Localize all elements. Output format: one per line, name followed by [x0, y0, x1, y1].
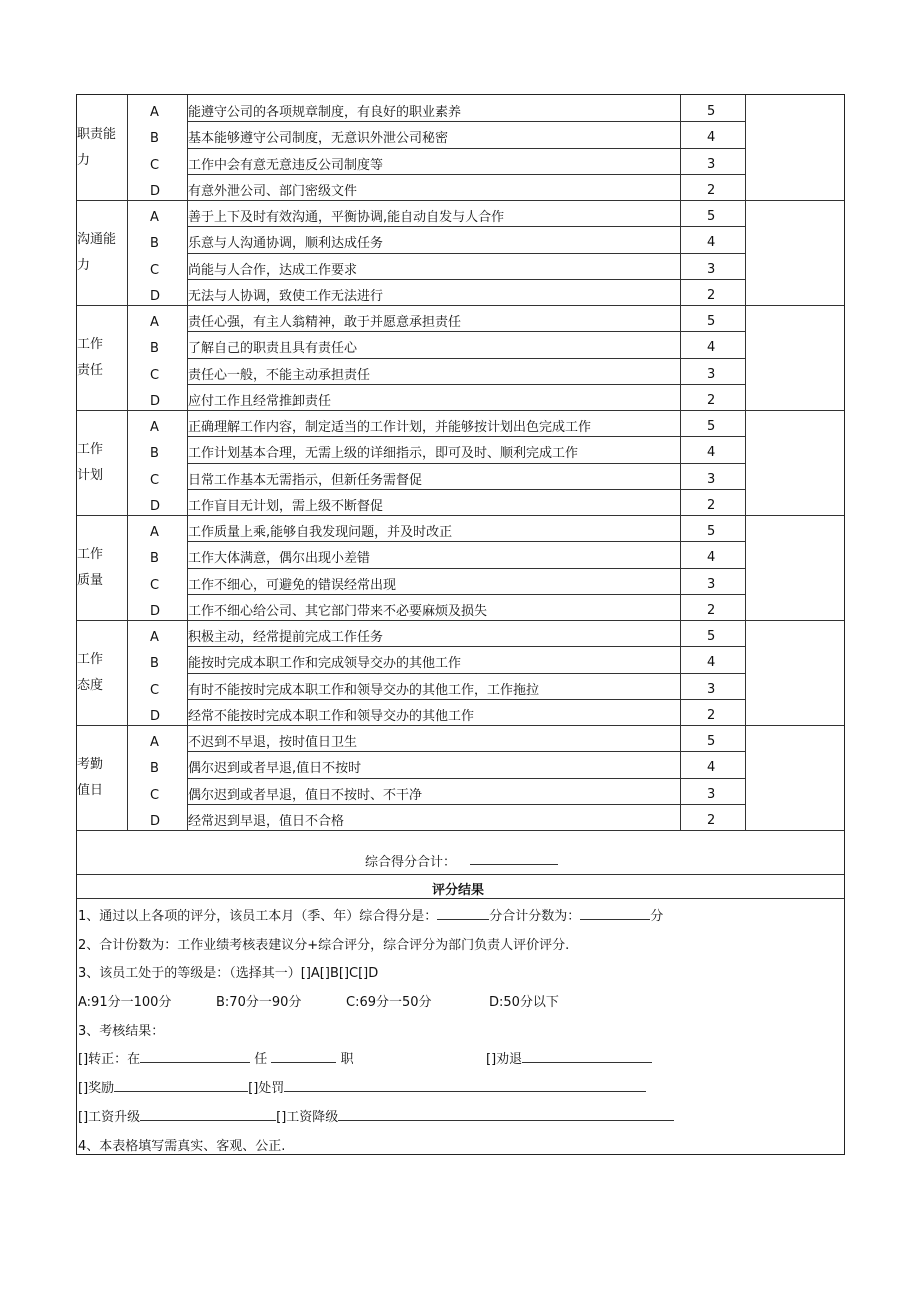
category-label: 职责能 力 [77, 127, 117, 168]
score-value: 5 [707, 209, 716, 224]
category-label: 沟通能 力 [77, 232, 117, 273]
category-label: 工作 质量 [77, 547, 104, 588]
grade-letter: B [150, 236, 159, 252]
grade-letter: D [150, 393, 161, 409]
criterion-description: 正确理解工作内容，制定适当的工作计划，并能够按计划出色完成工作 [188, 420, 592, 435]
criterion-description: 工作计划基本合理，无需上级的详细指示，即可及时、顺利完成工作 [188, 446, 579, 462]
score-value: 3 [707, 786, 716, 802]
criterion-description: 善于上下及时有效沟通，平衡协调,能自动自发与人合作 [188, 210, 505, 225]
score-value: 4 [707, 130, 716, 146]
grade-letter: D [150, 813, 161, 829]
score-value: 2 [707, 602, 716, 618]
criterion-description: 无法与人协调，致使工作无法进行 [188, 288, 384, 304]
criterion-description: 基本能够遵守公司制度，无意识外泄公司秘密 [188, 131, 449, 147]
grade-letter: D [150, 498, 161, 514]
criterion-description: 经常迟到早退，值日不合格 [188, 813, 345, 829]
category-label: 工作 计划 [77, 442, 104, 483]
criterion-description: 工作质量上乘,能够自我发现问题，并及时改正 [188, 525, 453, 540]
grade-letter: B [150, 446, 159, 462]
score-value: 5 [707, 734, 716, 749]
score-value: 4 [707, 760, 716, 776]
grade-letter: C [150, 472, 160, 488]
criterion-description: 偶尔迟到或者早退，值日不按时、不干净 [188, 787, 423, 803]
score-value: 3 [707, 156, 716, 172]
criterion-description: 尚能与人合作，达成工作要求 [188, 262, 358, 278]
score-value: 5 [707, 104, 716, 119]
criterion-description: 责任心一般，不能主动承担责任 [188, 367, 371, 383]
score-value: 2 [707, 392, 716, 408]
criterion-description: 工作大体满意，偶尔出现小差错 [188, 551, 371, 567]
grade-letter: D [150, 708, 161, 724]
score-value: 2 [707, 707, 716, 723]
score-value: 5 [707, 419, 716, 434]
grade-letter: A [150, 525, 159, 540]
score-value: 2 [707, 182, 716, 198]
criterion-description: 能遵守公司的各项规章制度，有良好的职业素养 [188, 105, 462, 120]
grade-letter: B [150, 656, 159, 672]
grade-letter: A [150, 420, 159, 435]
criterion-description: 积极主动，经常提前完成工作任务 [188, 630, 384, 645]
score-value: 4 [707, 340, 716, 356]
salary-row[interactable]: []工资升级 []工资降级 [78, 1106, 674, 1125]
total-score-label: 综合得分合计： [365, 855, 457, 870]
grade-letter: A [150, 630, 159, 645]
criterion-description: 经常不能按时完成本职工作和领导交办的其他工作 [188, 708, 475, 724]
quantui-row[interactable]: []劝退 [486, 1048, 652, 1067]
grade-letter: A [150, 210, 159, 225]
evaluation-form [76, 94, 845, 1155]
result-line-3[interactable]: 3、该员工处于的等级是：（选择其一）[]A[]B[]C[]D [78, 966, 379, 981]
grade-d: D:50分以下 [489, 995, 559, 1010]
criterion-description: 有时不能按时完成本职工作和领导交办的其他工作，工作拖拉 [188, 682, 540, 698]
score-value: 5 [707, 314, 716, 329]
score-value: 3 [707, 576, 716, 592]
grade-letter: C [150, 367, 160, 383]
grade-letter: C [150, 262, 160, 278]
criterion-description: 应付工作且经常推卸责任 [188, 393, 332, 409]
result-line-1: 1、通过以上各项的评分，该员工本月（季、年）综合得分是： 分合计分数为： 分 [78, 909, 664, 924]
grade-letter: B [150, 551, 159, 567]
category-label: 考勤 值日 [77, 757, 104, 798]
result-line-4: 3、考核结果： [78, 1024, 165, 1039]
grade-c: C:69分一50分 [346, 995, 432, 1010]
criterion-description: 了解自己的职责且具有责任心 [188, 341, 358, 357]
grade-letter: A [150, 105, 159, 120]
score-value: 4 [707, 235, 716, 251]
grade-letter: A [150, 735, 159, 750]
criterion-description: 工作中会有意无意违反公司制度等 [188, 157, 384, 173]
score-value: 2 [707, 287, 716, 303]
score-value: 4 [707, 550, 716, 566]
criterion-description: 不迟到不早退，按时值日卫生 [188, 735, 358, 750]
score-value: 2 [707, 812, 716, 828]
score-value: 3 [707, 471, 716, 487]
grade-b: B:70分一90分 [216, 995, 302, 1010]
criterion-description: 乐意与人沟通协调，顺利达成任务 [188, 236, 384, 252]
grade-letter: D [150, 183, 161, 199]
score-value: 5 [707, 524, 716, 539]
grade-letter: C [150, 787, 160, 803]
grade-letter: B [150, 131, 159, 147]
score-value: 3 [707, 261, 716, 277]
result-title: 评分结果 [432, 883, 485, 898]
criterion-description: 工作盲目无计划，需上级不断督促 [188, 498, 384, 514]
category-label: 工作 态度 [77, 652, 104, 693]
score-value: 3 [707, 681, 716, 697]
grade-letter: D [150, 603, 161, 619]
grade-letter: D [150, 288, 161, 304]
criterion-description: 能按时完成本职工作和完成领导交办的其他工作 [188, 656, 462, 672]
criterion-description: 责任心强，有主人翁精神，敢于并愿意承担责任 [188, 315, 462, 330]
criterion-description: 工作不细心，可避免的错误经常出现 [188, 577, 397, 593]
criterion-description: 偶尔迟到或者早退,值日不按时 [188, 761, 362, 777]
total-field[interactable] [580, 907, 650, 920]
category-label: 工作 责任 [77, 337, 104, 378]
total-score-field[interactable] [470, 852, 558, 865]
score-value: 2 [707, 497, 716, 513]
grade-letter: C [150, 682, 160, 698]
criterion-description: 工作不细心给公司、其它部门带来不必要麻烦及损失 [188, 603, 488, 619]
grade-letter: B [150, 761, 159, 777]
grade-letter: B [150, 341, 159, 357]
grade-letter: C [150, 577, 160, 593]
criterion-description: 有意外泄公司、部门密级文件 [188, 183, 358, 199]
grade-a: A:91分一100分 [78, 995, 172, 1010]
criterion-description: 日常工作基本无需指示，但新任务需督促 [188, 472, 423, 488]
score-value: 4 [707, 445, 716, 461]
grade-letter: A [150, 315, 159, 330]
score-value: 4 [707, 655, 716, 671]
result-line-2: 2、合计份数为：工作业绩考核表建议分+综合评分，综合评分为部门负责人评价评分. [78, 938, 570, 953]
zhuanzheng-row: []转正：在 任 职 [78, 1052, 354, 1067]
grade-letter: C [150, 157, 160, 173]
jiangli-row[interactable]: []奖励 []处罚 [78, 1077, 646, 1096]
score-value: 5 [707, 629, 716, 644]
score-value: 3 [707, 366, 716, 382]
result-line-5: 4、本表格填写需真实、客观、公正. [78, 1139, 286, 1154]
score-field[interactable] [437, 907, 489, 920]
